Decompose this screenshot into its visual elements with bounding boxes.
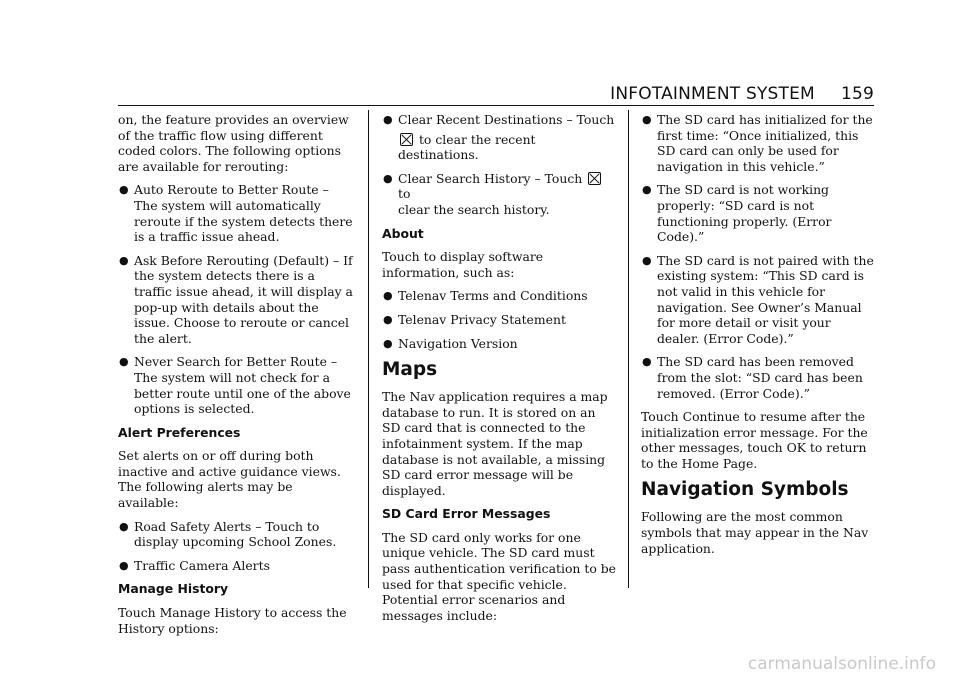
heading-maps: Maps: [382, 359, 438, 381]
bullet-icon: ●: [642, 113, 652, 126]
section-title: INFOTAINMENT SYSTEM: [610, 84, 815, 104]
bullet-icon: ●: [383, 113, 393, 126]
bullet-icon: ●: [119, 253, 129, 267]
bullet-icon: ●: [119, 519, 129, 533]
bullet-icon: ●: [383, 289, 393, 303]
bullet-icon: ●: [383, 171, 393, 185]
paragraph: Touch to display software information, such as:: [382, 249, 544, 280]
bullet-icon: ●: [642, 183, 652, 197]
bullet-icon: ●: [383, 312, 393, 326]
list-item: ● Navigation Version: [383, 335, 518, 351]
list-item: ● Clear Recent Destinations – Touch to clear the recent destinations.: [383, 112, 615, 163]
bullet-icon: ●: [383, 336, 393, 350]
subheading-about: About: [382, 225, 424, 241]
clear-x-icon: [588, 172, 601, 185]
paragraph: The Nav application requires a map database to run. It is stored on an SD card that is connected to the infotainment system. If the map database is not available, a missing SD card error message will be displayed.: [382, 389, 608, 498]
list-item: ● Telenav Terms and Conditions: [383, 288, 588, 304]
list-item: ● Ask Before Rerouting (Default) – If the system detects there is a traffic issue ahead, it will display a pop-up with details about the issue. Choose to reroute or cancel the alert.: [119, 252, 353, 346]
list-item: ● The SD card is not working properly: “SD card is not functioning properly. (Error Code).”: [642, 182, 832, 245]
paragraph: Set alerts on or off during both inactive and active guidance views. The following alerts may be available:: [118, 448, 341, 511]
bullet-icon: ●: [119, 355, 129, 369]
heading-navigation-symbols: Navigation Symbols: [641, 479, 849, 501]
list-item: ● Traffic Camera Alerts: [119, 557, 270, 573]
column-1: [118, 112, 354, 644]
column-2: [382, 112, 616, 631]
paragraph: Following are the most common symbols that may appear in the Nav application.: [641, 509, 869, 556]
bullet-icon: ●: [119, 183, 129, 197]
subheading-manage-history: Manage History: [118, 581, 229, 597]
page-number: 159: [840, 84, 874, 104]
bullet-icon: ●: [119, 558, 129, 572]
subheading-alert-preferences: Alert Preferences: [118, 424, 241, 440]
paragraph: Touch Manage History to access the History options:: [118, 605, 347, 636]
subheading-sd-card-errors: SD Card Error Messages: [382, 506, 551, 522]
bullet-icon: ●: [642, 253, 652, 267]
paragraph: Touch Continue to resume after the initialization error message. For the other messages, touch OK to return to the Home Page.: [641, 409, 868, 471]
page-header: [610, 84, 874, 104]
clear-x-icon: [400, 133, 413, 146]
list-item: ● The SD card has been removed from the slot: “SD card has been removed. (Error Code).”: [642, 354, 863, 401]
list-item: ● Clear Search History – Touch to clear the search history.: [382, 171, 616, 218]
list-item: ● Auto Reroute to Better Route – The system will automatically reroute if the system detects there is a traffic issue ahead.: [119, 182, 353, 245]
watermark: carmanualsonline.info: [747, 654, 936, 674]
list-item: ● Never Search for Better Route – The system will not check for a better route until one of the above options is selected.: [119, 354, 351, 417]
list-item: ● Road Safety Alerts – Touch to display upcoming School Zones.: [119, 518, 337, 550]
header-rule: [118, 105, 874, 106]
list-item: ● Telenav Privacy Statement: [383, 311, 566, 327]
column-divider: [368, 110, 369, 588]
paragraph: The SD card only works for one unique vehicle. The SD card must pass authentication verification to be used for that specific vehicle. Potential error scenarios and messages include:: [382, 529, 616, 623]
list-item: ● The SD card is not paired with the existing system: “This SD card is not valid in this vehicle for navigation. See Owner’s Manual for more detail or visit your dealer. (Error Code).”: [642, 252, 874, 346]
paragraph: on, the feature provides an overview of the traffic flow using different coded colors. The following options are available for rerouting:: [118, 112, 349, 174]
column-divider: [628, 110, 629, 588]
list-item: ● The SD card has initialized for the first time: “Once initialized, this SD card can only be used for navigation in this vehicle.”: [642, 112, 873, 174]
bullet-icon: ●: [642, 355, 652, 369]
column-3: [641, 112, 877, 564]
